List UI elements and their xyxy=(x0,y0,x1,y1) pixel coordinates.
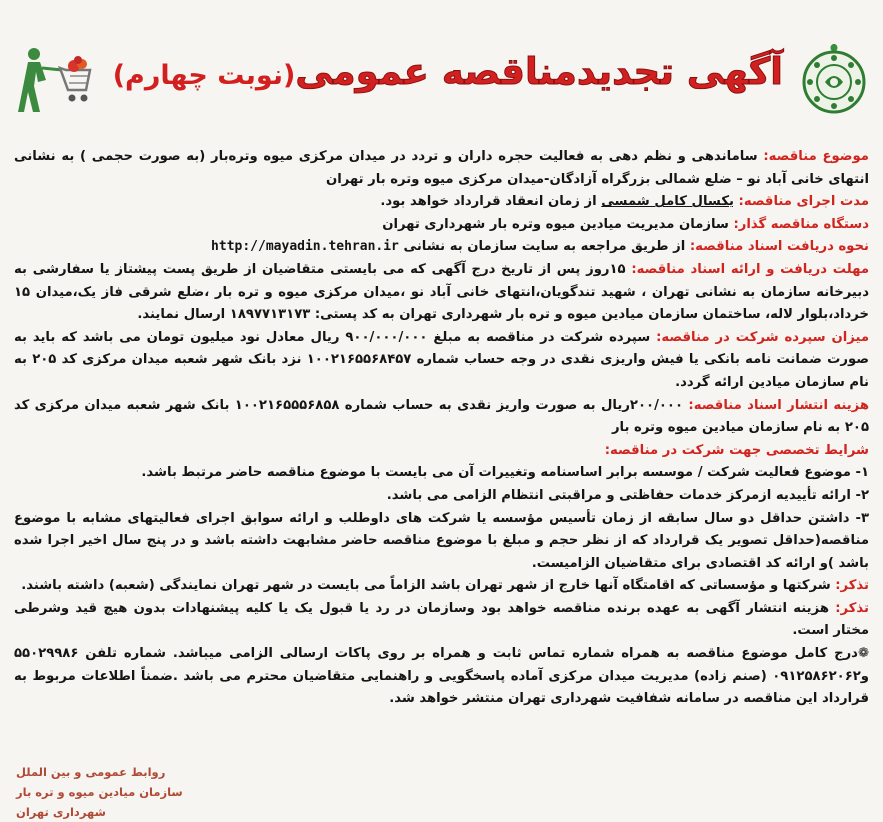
footer-line: روابط عمومی و بین الملل xyxy=(16,765,166,779)
deposit-label: میزان سپرده شرکت در مناقصه: xyxy=(656,329,869,345)
organizer-label: دستگاه مناقصه گذار: xyxy=(733,216,869,232)
deadline-text: ۱۵روز پس از تاریخ درج آگهی که می بایستی متقاضیان از طریق پست پیشتاز یا سفارشی به دبیرخانه سازمان به نشانی تهران ، شهید تندگویان،انتهای خانی آباد نو ،میدان مرکزی میوه و تره بار ،ضلع شرقی فاز یک،میدان ۱۵ خرداد،بلوار لاله، ساختمان سازمان میادین میوه و تره بار شهرداری تهران به کد پستی: ۱۸۹۷۷۱۳۱۷۳ ارسال نمایند. xyxy=(14,261,869,323)
closing-paragraph: ❁درج کامل موضوع مناقصه به همراه شماره تماس ثابت و همراه بر روی پاکات ارسالی الزامی میباشد. شماره تلفن ۵۵۰۲۹۹۸۶ و۰۹۱۲۵۸۶۲۰۶۲ (صنم زاده) مدیریت میدان مرکزی آماده پاسخگویی و راهنمایی متقاضیان محترم می باشد .ضمناً اطلاعات مربوط به قرارداد این مناقصه در سامانه شفافیت شهرداری تهران منتشر خواهد شد. xyxy=(14,646,869,707)
deposit-paragraph xyxy=(14,327,869,395)
docs-paragraph xyxy=(14,236,869,259)
conditions-heading xyxy=(14,440,869,463)
publisher-signature xyxy=(16,762,226,822)
conditions-label: شرایط تخصصی جهت شرکت در مناقصه: xyxy=(604,442,869,458)
note-label: تذکر: xyxy=(835,600,869,616)
duration-text: از زمان انعقاد قرارداد خواهد بود. xyxy=(380,194,597,210)
note-text: هزینه انتشار آگهی به عهده برنده مناقصه خواهد بود وسازمان در رد یا قبول یک یا کلیه پیشنهادات بدون هیچ قید وشرطی مختار است. xyxy=(14,600,869,639)
docs-text: از طریق مراجعه به سایت سازمان به نشانی xyxy=(403,239,686,255)
notice-body xyxy=(14,146,869,711)
footer-line: سازمان میادین میوه و تره بار شهرداری تهران xyxy=(16,785,183,819)
duration-highlight: یکسال کامل شمسی xyxy=(601,194,734,210)
notice-title xyxy=(112,50,783,120)
deposit-text: سپرده شرکت در مناقصه به مبلغ ۹۰۰/۰۰۰/۰۰۰ ریال معادل نود میلیون تومان می باشد که باید به صورت ضمانت نامه بانکی یا فیش واریزی نقدی در وجه حساب شماره ۱۰۰۲۱۶۵۵۶۸۴۵۷ نزد بانک شهر شعبه میدان مرکزی کد ۲۰۵ به نام سازمان میادین ارائه گردد. xyxy=(14,329,869,390)
condition-item: ۲- ارائه تأییدیه ازمرکز خدمات حفاظتی و مراقبتی انتظام الزامی می باشد. xyxy=(386,487,869,503)
title-main: آگهی تجدیدمناقصه عمومی xyxy=(295,50,783,93)
subject-paragraph xyxy=(14,146,869,191)
organizer-text: سازمان مدیریت میادین میوه وتره بار شهرداری تهران xyxy=(382,216,729,232)
fee-text: ۲۰۰/۰۰۰ریال به صورت واریز نقدی به حساب شماره ۱۰۰۲۱۶۵۵۵۶۸۵۸ بانک شهر شعبه میدان مرکزی کد ۲۰۵ به نام سازمان میادین میوه وتره بار xyxy=(14,397,869,436)
subject-text: ساماندهی و نظم دهی به فعالیت حجره داران و تردد در میدان مرکزی میوه وتره‌بار (به صورت حجمی ) به نشانی انتهای خانی آباد نو – ضلع شمالی بزرگراه آزادگان-میدان مرکزی میوه وتره بار تهران xyxy=(14,149,869,187)
deadline-label: مهلت دریافت و ارائه اسناد مناقصه: xyxy=(631,261,869,277)
deadline-paragraph xyxy=(14,259,869,327)
organizer-paragraph xyxy=(14,214,869,237)
organization-logo-icon xyxy=(799,40,869,114)
docs-label: نحوه دریافت اسناد مناقصه: xyxy=(689,239,869,255)
website-link[interactable]: http://mayadin.tehran.ir xyxy=(211,239,399,255)
note-paragraph xyxy=(14,575,869,598)
note-text: شرکتها و مؤسساتی که اقامتگاه آنها خارج از شهر تهران باشد الزاماً می بایست در شهر تهران نمایندگی (شعبه) داشته باشند. xyxy=(21,578,831,594)
subject-label: موضوع مناقصه: xyxy=(763,149,869,164)
shopping-cart-icon xyxy=(16,46,102,116)
note-paragraph xyxy=(14,598,869,643)
note-label: تذکر: xyxy=(835,578,869,594)
fee-label: هزینه انتشار اسناد مناقصه: xyxy=(688,397,870,413)
condition-item: ۱- موضوع فعالیت شرکت / موسسه برابر اساسنامه وتغییرات آن می بایست با موضوع مناقصه حاضر مرتبط باشد. xyxy=(141,465,869,481)
duration-label: مدت اجرای مناقصه: xyxy=(738,194,869,210)
duration-paragraph xyxy=(14,191,869,214)
condition-item: ۳- داشتن حداقل دو سال سابقه از زمان تأسیس مؤسسه یا شرکت های داوطلب و ارائه سوابق اجرای فعالیتهای مشابه با موضوع مناقصه(حداقل تصویر یک قرارداد که از نظر حجم و مبلغ با موضوع مناقصه حاضر مشابهت داشته باشد و در پنج سال اخیر اجرا شده باشد )و ارائه کد اقتصادی برای متقاضیان الزامیست. xyxy=(14,510,869,571)
fee-paragraph xyxy=(14,395,869,440)
title-round: (نوبت چهارم) xyxy=(112,60,296,91)
